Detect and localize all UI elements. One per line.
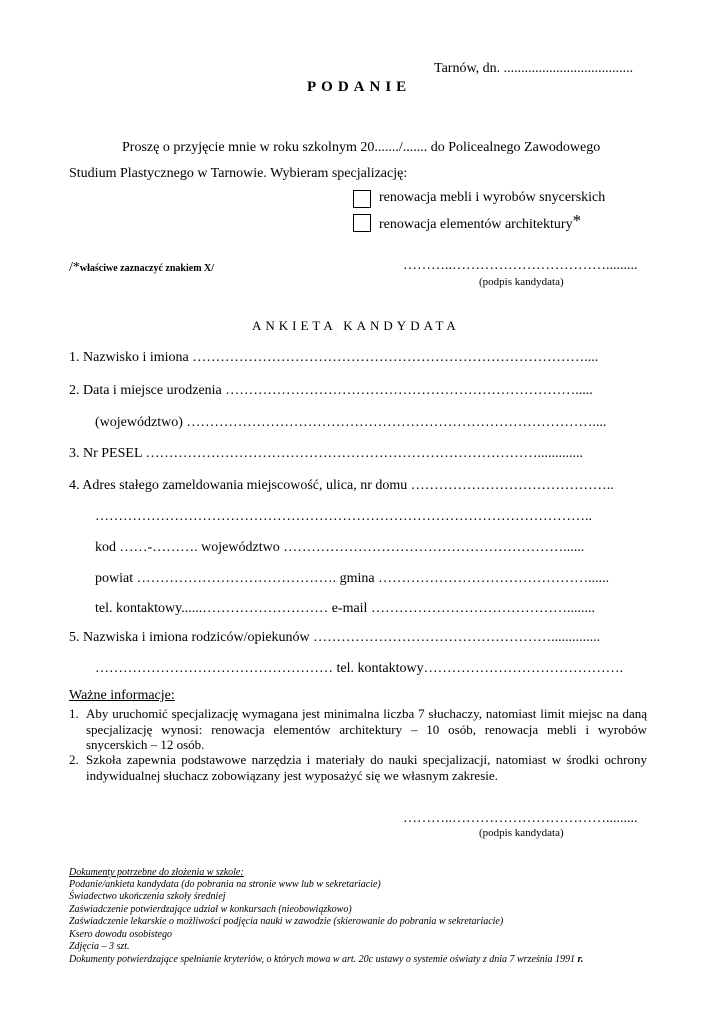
- document-item: Podanie/ankieta kandydata (do pobrania na stronie www lub w sekretariacie): [69, 879, 381, 890]
- field-birth-date-place[interactable]: 2. Data i miejsce urodzenia ………………………………………………………………….....: [69, 383, 593, 398]
- mark-note: [69, 258, 214, 276]
- field-district-commune[interactable]: powiat ……………………………………. gmina ………………………………………......: [95, 571, 610, 586]
- field-birth-province[interactable]: (województwo) ……………………………………………………………………………....: [95, 415, 607, 430]
- option-star: *: [572, 211, 582, 230]
- place-date-line[interactable]: Tarnów, dn. .....................................: [434, 61, 634, 76]
- document-item: Zdjęcia – 3 szt.: [69, 941, 130, 952]
- option-checkbox-furniture[interactable]: [353, 190, 371, 208]
- signature-label-2: (podpis kandydata): [479, 827, 564, 839]
- signature-line-1[interactable]: ………..…………………………….........: [403, 258, 638, 273]
- info-title: Ważne informacje:: [69, 688, 175, 703]
- info-text-2: Szkoła zapewnia podstawowe narzędzia i materiały do nauki specjalizacji, natomiast w środki ochrony indywidualnej słuchacz zobowiązany jest wyposażyć się we własnym zakresie.: [86, 752, 647, 783]
- documents-heading: Dokumenty potrzebne do złożenia w szkole:: [69, 867, 244, 878]
- application-line-1: Proszę o przyjęcie mnie w roku szkolnym 20......./....... do Policealnego Zawodowego: [122, 140, 601, 155]
- option-label-architecture: renowacja elementów architektury*: [379, 211, 582, 232]
- survey-title: ANKIETA KANDYDATA: [252, 318, 460, 333]
- option-label-furniture: renowacja mebli i wyrobów snycerskich: [379, 190, 606, 205]
- page-title: PODANIE: [307, 79, 412, 95]
- mark-note-text: właściwe zaznaczyć znakiem X/: [79, 263, 215, 274]
- document-item-criteria: Dokumenty potwierdzające spełnianie kryteriów, o których mowa w art. 20c ustawy o systemie oświaty z dnia 7 września 1991 r.: [69, 954, 584, 965]
- field-address-continued[interactable]: ……………………………………………………………………………………………..: [95, 509, 592, 524]
- signature-line-2[interactable]: ………..…………………………….........: [403, 811, 638, 826]
- field-full-name[interactable]: 1. Nazwisko i imiona …………………………………………………………………………....: [69, 350, 599, 365]
- document-item: Ksero dowodu osobistego: [69, 929, 172, 940]
- option-checkbox-architecture[interactable]: [353, 214, 371, 232]
- info-number-2: 2.: [69, 752, 79, 767]
- document-item: Świadectwo ukończenia szkoły średniej: [69, 891, 226, 902]
- field-parents-phone[interactable]: …………………………………………… tel. kontaktowy…………………………………….: [95, 661, 624, 676]
- field-phone-email[interactable]: tel. kontaktowy......……………………… e-mail ……………………………………........: [95, 601, 595, 616]
- field-postal-code-province[interactable]: kod ……-………. województwo ……………………………………………………......: [95, 540, 585, 555]
- field-address[interactable]: 4. Adres stałego zameldowania miejscowość, ulica, nr domu ……………………………………..: [69, 478, 614, 493]
- info-text-1: Aby uruchomić specjalizację wymagana jest minimalna liczba 7 słuchaczy, natomiast limit miejsc na daną specjalizację wynosi: renowacja elementów architektury – 10 osób, renowacja mebli i wyrobów snycerskich – 12 osób.: [86, 706, 647, 752]
- info-number-1: 1.: [69, 706, 79, 721]
- document-item: Zaświadczenie potwierdzające udział w konkursach (nieobowiązkowo): [69, 904, 352, 915]
- field-pesel[interactable]: 3. Nr PESEL ………………………………………………………………………….............: [69, 446, 583, 461]
- application-line-2: Studium Plastycznego w Tarnowie. Wybieram specjalizację:: [69, 166, 408, 181]
- mark-note-star: /*: [69, 260, 80, 275]
- document-item: Zaświadczenie lekarskie o możliwości podjęcia nauki w zawodzie (skierowanie do pobrania w sekretariacie): [69, 916, 504, 927]
- signature-label-1: (podpis kandydata): [479, 276, 564, 288]
- field-parents-names[interactable]: 5. Nazwiska i imiona rodziców/opiekunów ……………………………………………..............: [69, 630, 601, 645]
